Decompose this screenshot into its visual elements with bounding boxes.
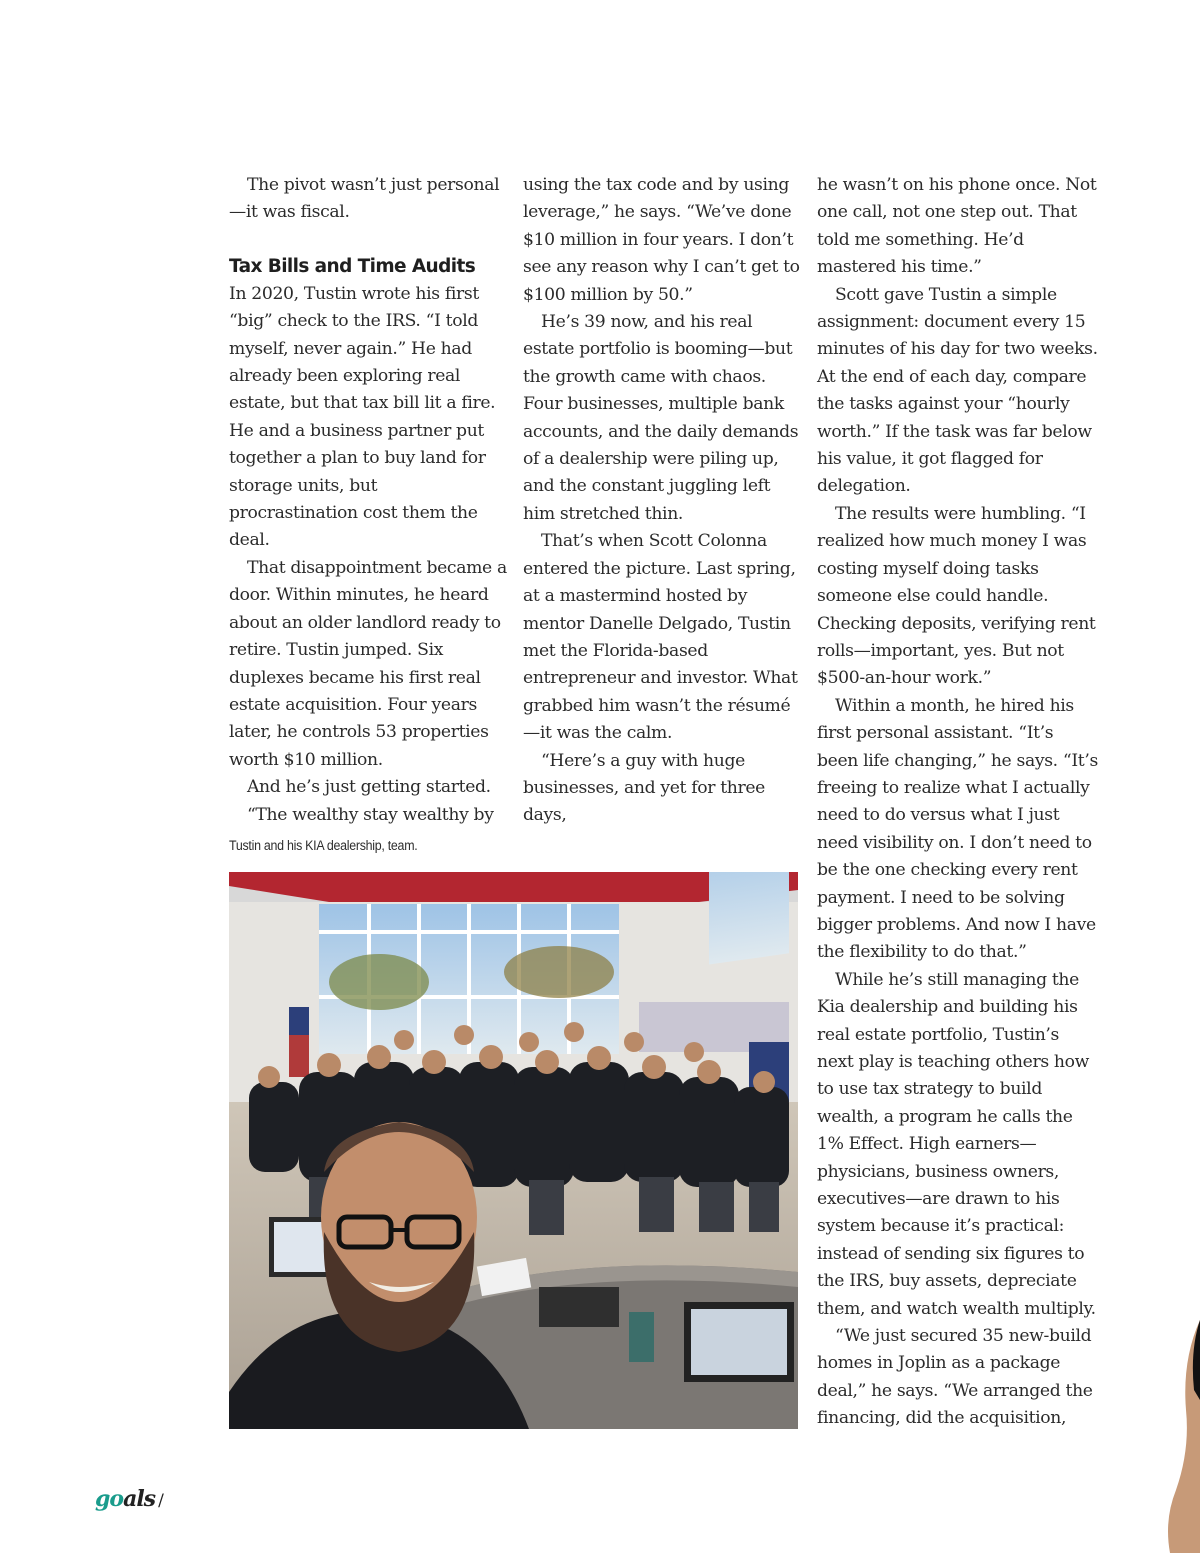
paragraph: The pivot wasn’t just personal—it was fiscal. <box>229 175 500 223</box>
photo-caption: Tustin and his KIA dealership, team. <box>229 838 418 853</box>
paragraph: “Here’s a guy with huge businesses, and yet for three days, <box>523 750 765 826</box>
article-column-3 <box>817 172 1099 1433</box>
paragraph: That’s when Scott Colonna entered the picture. Last spring, at a mastermind hosted by mentor Danelle Delgado, Tustin met the Florida-based entrepreneur and investor. What grabbed him wasn’t the résumé—it was the calm. <box>523 531 798 744</box>
dealership-team-photo <box>229 872 798 1429</box>
paragraph: “The wealthy stay wealthy by <box>247 804 494 825</box>
logo-slash: / <box>158 1491 163 1511</box>
paragraph: Scott gave Tustin a simple assignment: document every 15 minutes of his day for two weeks. At the end of each day, compare the tasks against your “hourly worth.” If the task was far below his value, it got flagged for delegation. <box>817 284 1098 497</box>
paragraph: “We just secured 35 new-build homes in Joplin as a package deal,” he says. “We arranged the financing, did the acquisition, <box>817 1326 1093 1429</box>
article-column-2 <box>523 172 805 830</box>
section-heading: Tax Bills and Time Audits <box>229 255 476 277</box>
logo-go: go <box>95 1486 124 1512</box>
paragraph: Within a month, he hired his first personal assistant. “It’s been life changing,” he says. “It’s freeing to realize what I actually need to do versus what I just need visibility on. I don’t need to be the one checking every rent payment. I need to be solving bigger problems. And now I have the flexibility to do that.” <box>817 695 1098 963</box>
paragraph: That disappointment became a door. Within minutes, he heard about an older landlord ready to retire. Tustin jumped. Six duplexes became his first real estate acquisition. Four years later, he controls 53 properties worth $10 million. <box>229 557 507 770</box>
logo-als: als <box>123 1486 156 1512</box>
cropped-figure-edge <box>1152 1320 1200 1553</box>
paragraph: he wasn’t on his phone once. Not one call, not one step out. That told me something. He’d mastered his time.” <box>817 175 1097 278</box>
paragraph: He’s 39 now, and his real estate portfolio is booming—but the growth came with chaos. Four businesses, multiple bank accounts, and the daily demands of a dealership were piling up, and the constant juggling left him stretched thin. <box>523 312 799 524</box>
paragraph: While he’s still managing the Kia dealership and building his real estate portfolio, Tustin’s next play is teaching others how to use tax strategy to build wealth, a program he calls the 1% Effect. High earners—physicians, business owners, executives—are drawn to his system because it’s practical: instead of sending six figures to the IRS, buy assets, depreciate them, and watch wealth multiply. <box>817 969 1096 1319</box>
magazine-logo <box>95 1486 163 1512</box>
article-column-1 <box>229 172 507 829</box>
paragraph: In 2020, Tustin wrote his first “big” check to the IRS. “I told myself, never again.” He had already been exploring real estate, but that tax bill lit a fire. He and a business partner put together a plan to buy land for storage units, but procrastination cost them the deal. <box>229 283 496 551</box>
paragraph: using the tax code and by using leverage,” he says. “We’ve done $10 million in four years. I don’t see any reason why I can’t get to $100 million by 50.” <box>523 175 800 305</box>
paragraph: The results were humbling. “I realized how much money I was costing myself doing tasks someone else could handle. Checking deposits, verifying rent rolls—important, yes. But not $500-an-hour work.” <box>817 503 1096 689</box>
paragraph: And he’s just getting started. <box>247 777 491 798</box>
